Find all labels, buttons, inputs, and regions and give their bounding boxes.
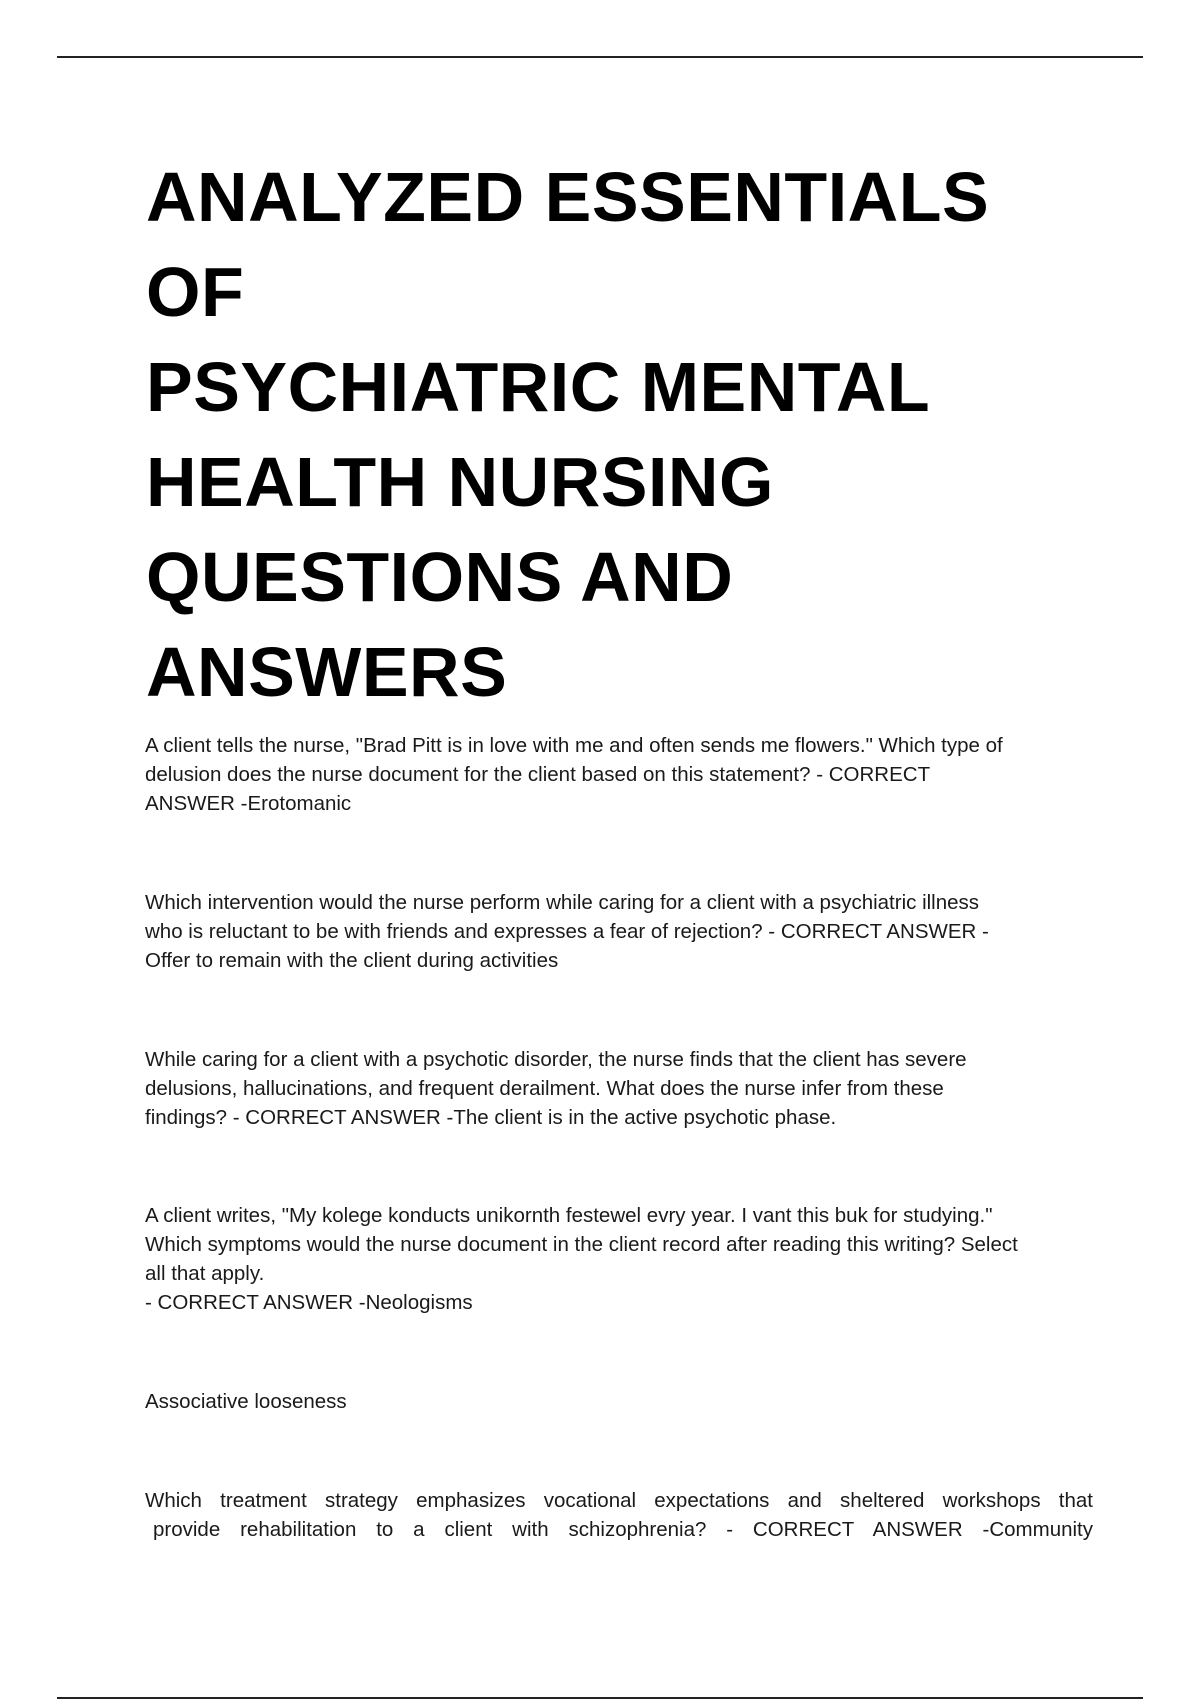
bottom-rule: [57, 1697, 1143, 1699]
title-line: OF: [146, 253, 245, 331]
qa-paragraph-erotomanic: [145, 731, 1093, 818]
text-line: Offer to remain with the client during activities: [145, 949, 559, 972]
title-line: QUESTIONS AND: [146, 538, 734, 616]
top-rule: [57, 56, 1143, 58]
text-line: Which treatment strategy emphasizes vocational expectations and sheltered workshops that: [145, 1489, 1093, 1512]
qa-paragraph-intervention: [145, 888, 1093, 975]
text-line: delusion does the nurse document for the client based on this statement? - CORRECT: [145, 763, 931, 786]
qa-paragraph-associative-looseness: [145, 1387, 1093, 1416]
text-line: Which intervention would the nurse perform while caring for a client with a psychiatric illness: [145, 891, 980, 914]
text-line: - CORRECT ANSWER -Neologisms: [145, 1291, 473, 1314]
text-line: A client tells the nurse, "Brad Pitt is in love with me and often sends me flowers." Which type of: [145, 734, 1003, 757]
qa-paragraph-psychotic-phase: [145, 1045, 1093, 1132]
text-line: ANSWER -Erotomanic: [145, 792, 352, 815]
title-line: HEALTH NURSING: [146, 443, 774, 521]
text-line: Associative looseness: [145, 1390, 347, 1413]
qa-paragraph-community: [145, 1486, 1093, 1544]
text-line: all that apply.: [145, 1262, 265, 1285]
text-line: While caring for a client with a psychotic disorder, the nurse finds that the client has severe: [145, 1048, 967, 1071]
title-line: PSYCHIATRIC MENTAL: [146, 348, 931, 426]
document-title: [146, 150, 1106, 720]
title-line: ANALYZED ESSENTIALS: [146, 158, 990, 236]
text-line: delusions, hallucinations, and frequent derailment. What does the nurse infer from these: [145, 1077, 944, 1100]
title-line: ANSWERS: [146, 633, 508, 711]
qa-paragraph-neologisms: [145, 1201, 1093, 1317]
text-line: provide rehabilitation to a client with schizophrenia? - CORRECT ANSWER -Community: [153, 1518, 1093, 1541]
text-line: findings? - CORRECT ANSWER -The client is in the active psychotic phase.: [145, 1106, 837, 1129]
text-line: Which symptoms would the nurse document in the client record after reading this writing? Select: [145, 1233, 1018, 1256]
text-line: who is reluctant to be with friends and expresses a fear of rejection? - CORRECT ANSWER -: [145, 920, 989, 943]
text-line: A client writes, "My kolege konducts unikornth festewel evry year. I vant this buk for studying.": [145, 1204, 993, 1227]
